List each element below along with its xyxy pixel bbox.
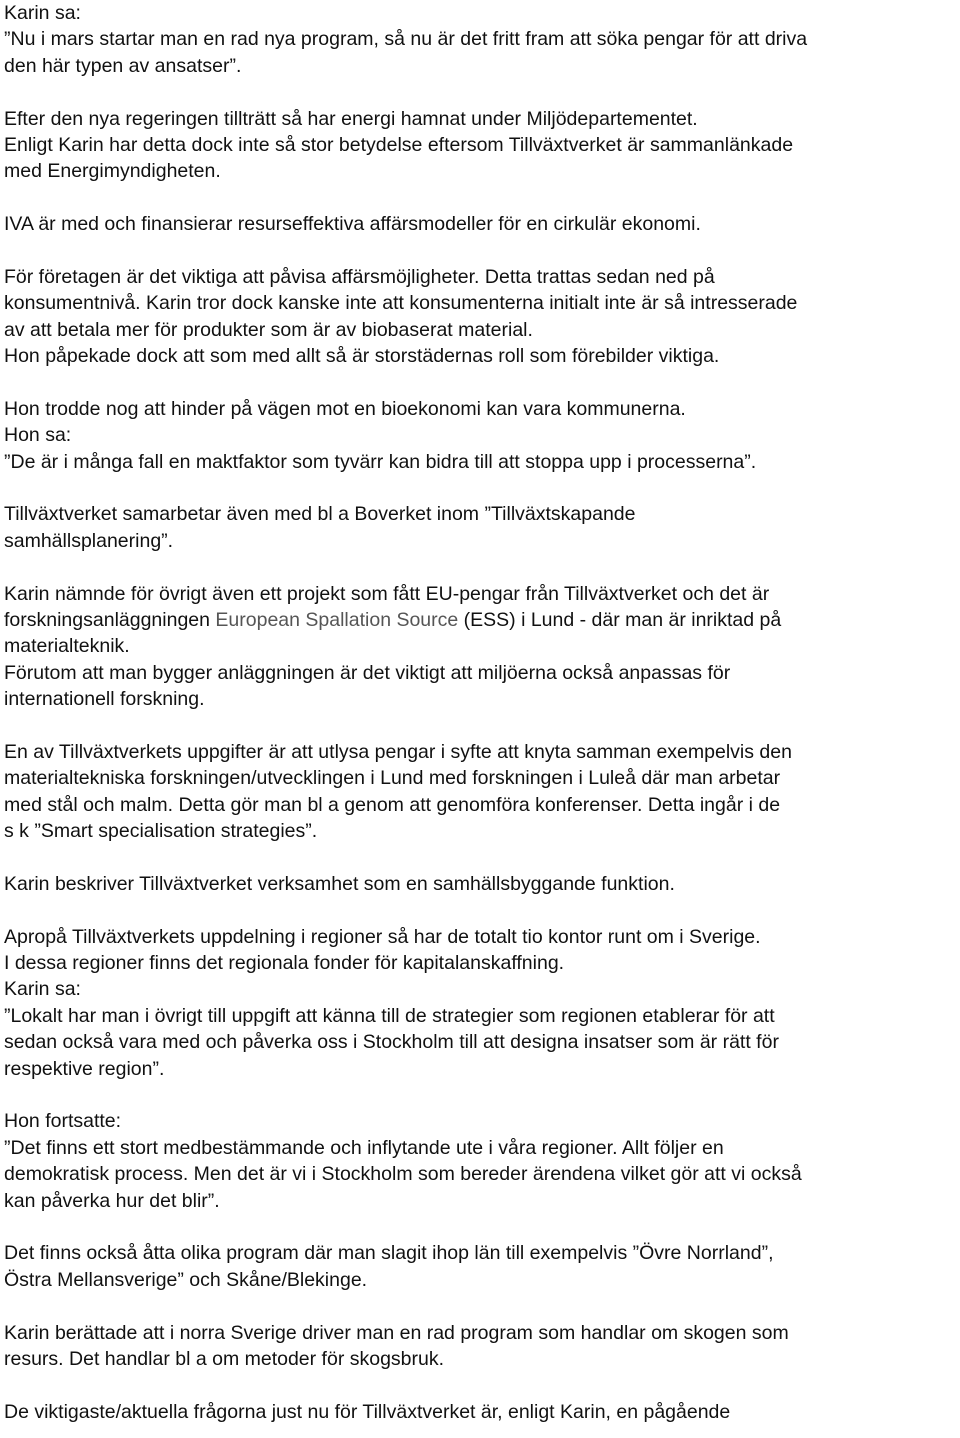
text-line: med stål och malm. Detta gör man bl a genom att genomföra konferenser. Detta ingår i de [4,793,781,816]
text-line: De viktigaste/aktuella frågorna just nu för Tillväxtverket är, enligt Karin, en pågående [4,1400,731,1423]
text-line: konsumentnivå. Karin tror dock kanske inte att konsumenterna initialt inte är så intresserade [4,292,798,315]
text-line: ”Nu i mars startar man en rad nya program, så nu är det fritt fram att söka pengar för att driva [4,28,808,51]
text-line: Hon fortsatte: [4,1110,122,1133]
text-line: Hon påpekade dock att som med allt så är storstädernas roll som förebilder viktiga. [4,345,720,368]
text-line-with-link [4,607,956,633]
text-line: Karin beskriver Tillväxtverket verksamhet som en samhällsbyggande funktion. [4,872,675,895]
text-line: s k ”Smart specialisation strategies”. [4,820,318,843]
paragraph-gap [4,1372,956,1398]
paragraph-gap [4,845,956,871]
paragraph-gap [4,1082,956,1108]
text-line: respektive region”. [4,1057,165,1080]
text-line: IVA är med och finansierar resurseffektiva affärsmodeller för en cirkulär ekonomi. [4,213,701,236]
paragraph-gap [4,1214,956,1240]
paragraph-gap [4,1293,956,1319]
link-prefix: forskningsanläggningen [4,608,216,631]
link-suffix: (ESS) i Lund - där man är inriktad på [458,608,782,631]
text-line: av att betala mer för produkter som är av biobaserat material. [4,318,533,341]
text-line: ”Lokalt har man i övrigt till uppgift att känna till de strategier som regionen etablerar för att [4,1004,775,1027]
text-line: Efter den nya regeringen tillträtt så har energi hamnat under Miljödepartementet. [4,107,698,130]
text-line: Karin sa: [4,978,81,1001]
text-line: En av Tillväxtverkets uppgifter är att utlysa pengar i syfte att knyta samman exempelvis den [4,740,792,763]
text-line: demokratisk process. Men det är vi i Stockholm som bereder ärendena vilket gör att vi också [4,1163,802,1186]
text-line: Tillväxtverket samarbetar även med bl a Boverket inom ”Tillväxtskapande [4,503,636,526]
text-line: materialtekniska forskningen/utvecklingen i Lund med forskningen i Luleå där man arbetar [4,767,781,790]
paragraph-gap [4,369,956,395]
text-line: resurs. Det handlar bl a om metoder för skogsbruk. [4,1347,445,1370]
text-line: kan påverka hur det blir”. [4,1189,220,1212]
text-line: Enligt Karin har detta dock inte så stor betydelse eftersom Tillväxtverket är sammanlänkade [4,133,794,156]
text-line: ”Det finns ett stort medbestämmande och inflytande ute i våra regioner. Allt följer en [4,1136,724,1159]
text-line: materialteknik. [4,635,130,658]
text-line: Karin nämnde för övrigt även ett projekt som fått EU-pengar från Tillväxtverket och det är [4,582,770,605]
paragraph-gap [4,897,956,923]
text-line: I dessa regioner finns det regionala fonder för kapitalanskaffning. [4,952,565,975]
paragraph-gap [4,713,956,739]
paragraph-gap [4,185,956,211]
text-line: med Energimyndigheten. [4,160,221,183]
ess-link[interactable]: European Spallation Source [215,608,459,631]
text-line: Karin berättade att i norra Sverige driver man en rad program som handlar om skogen som [4,1321,789,1344]
text-line: den här typen av ansatser”. [4,54,242,77]
text-line: sedan också vara med och påverka oss i Stockholm till att designa insatser som är rätt för [4,1031,779,1054]
paragraph-gap [4,79,956,105]
text-line: Karin sa: [4,2,81,24]
text-line: Förutom att man bygger anläggningen är det viktigt att miljöerna också anpassas för [4,661,731,684]
paragraph-gap [4,238,956,264]
text-line: ”De är i många fall en maktfaktor som tyvärr kan bidra till att stoppa upp i processerna”. [4,450,757,473]
document-body [4,0,956,1425]
text-line: Hon sa: [4,424,72,447]
paragraph-gap [4,475,956,501]
text-line: Apropå Tillväxtverkets uppdelning i regioner så har de totalt tio kontor runt om i Sverige. [4,925,761,948]
text-line: Det finns också åtta olika program där man slagit ihop län till exempelvis ”Övre Norrland”, [4,1242,774,1265]
text-line: Hon trodde nog att hinder på vägen mot en bioekonomi kan vara kommunerna. [4,397,686,420]
text-line: För företagen är det viktiga att påvisa affärsmöjligheter. Detta trattas sedan ned på [4,265,715,288]
text-line: samhällsplanering”. [4,529,174,552]
paragraph-gap [4,554,956,580]
text-line: Östra Mellansverige” och Skåne/Blekinge. [4,1268,368,1291]
text-line: internationell forskning. [4,688,205,711]
